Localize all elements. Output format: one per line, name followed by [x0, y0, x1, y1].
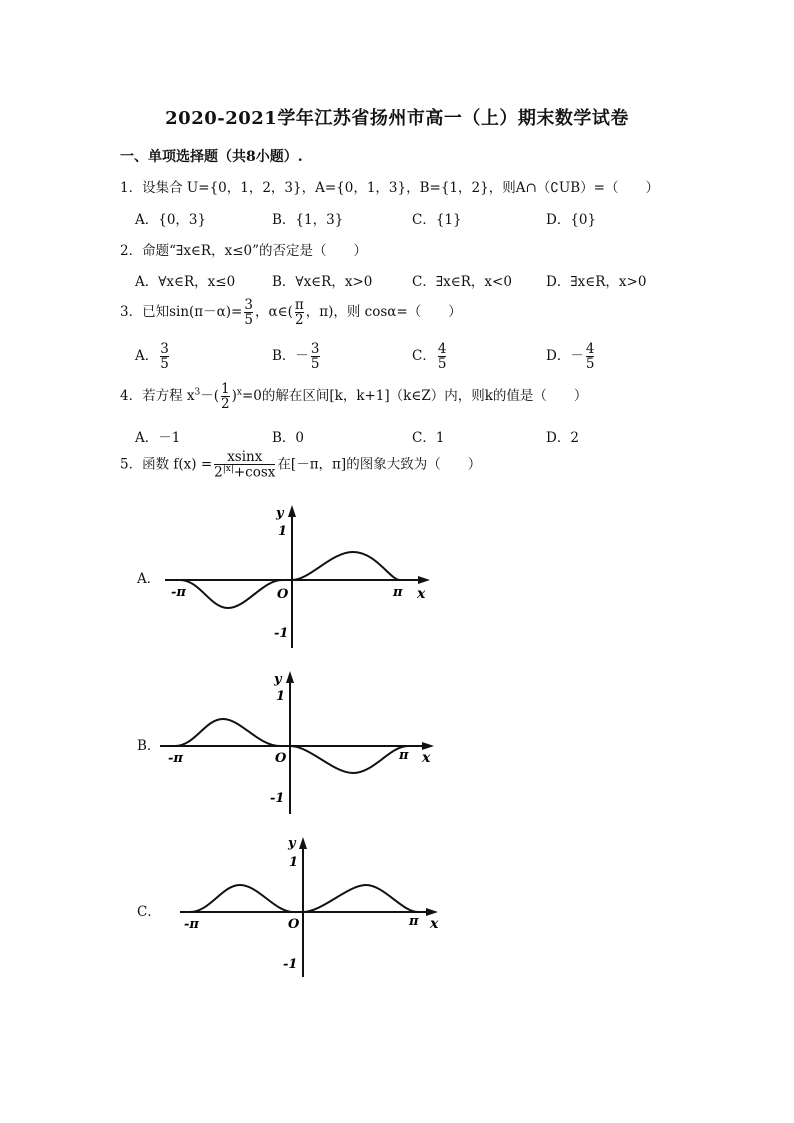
q3d-num: 4 [585, 341, 595, 357]
q5-frac-den [214, 464, 275, 480]
x-axis-arrow [422, 742, 434, 750]
x-axis-arrow [418, 576, 430, 584]
q3a-num: 3 [160, 341, 169, 357]
q3a-den: 5 [160, 356, 169, 373]
q3-option-c[interactable] [412, 342, 448, 371]
q5-den-rest: +cosx [233, 464, 276, 481]
question-3-options [135, 342, 695, 376]
question-4-options [135, 426, 695, 446]
q4-option-d[interactable]: D．2 [546, 430, 579, 446]
q4-option-c[interactable]: C．1 [412, 430, 445, 446]
q3c-fraction [438, 342, 447, 371]
origin-label: O [275, 751, 287, 766]
q5-stem-part-b: 在[－π，π]的图象大致为（ ） [277, 456, 482, 473]
x-tick-pi: π [409, 914, 419, 929]
q4-fraction [221, 382, 230, 411]
question-1-options [135, 208, 695, 228]
section-heading: 一、单项选择题（共8小题）. [120, 149, 303, 165]
q3d-fraction [586, 342, 595, 371]
q4-option-b[interactable]: B．0 [272, 430, 305, 446]
q3-stem-part-a: 3．已知sin(π－α)= [120, 304, 243, 321]
q1-option-d[interactable]: D．{0} [546, 212, 597, 228]
x-axis-label: x [430, 916, 439, 932]
x-axis-label: x [422, 750, 431, 766]
q3c-num: 4 [437, 341, 447, 357]
q5-den-base: 2 [214, 464, 223, 481]
q4-option-a[interactable]: A．－1 [135, 430, 181, 446]
q5-fraction [214, 450, 275, 480]
q1-option-a[interactable]: A．{0，3} [135, 212, 207, 228]
question-2-options [135, 270, 695, 290]
q4-stem-part-d: =0的解在区间[k，k+1]（k∈Z）内，则k的值是（ ） [241, 388, 588, 405]
q3-frac2-num: π [294, 297, 304, 313]
q3-frac1-den: 5 [244, 312, 253, 329]
y-tick-neg1: -1 [283, 957, 298, 972]
q5-den-exponent: |x| [222, 464, 234, 475]
q3-frac2-den: 2 [295, 312, 304, 329]
x-tick-neg-pi: -π [168, 751, 183, 766]
q5-frac-num: xsinx [227, 449, 263, 465]
q3-stem-part-c: ，π)，则 cosα=（ ） [305, 304, 462, 321]
q3a-prefix: A． [135, 348, 159, 365]
graph-b [150, 666, 450, 816]
x-tick-neg-pi: -π [171, 585, 186, 600]
q4-stem-part-b: －( [200, 388, 220, 405]
q2-option-a[interactable]: A．∀x∈R，x≤0 [135, 274, 236, 290]
q4-stem-part-a: 4．若方程 x [120, 388, 195, 405]
page-title: 2020-2021学年江苏省扬州市高一（上）期末数学试卷 [165, 108, 629, 129]
y-tick-1: 1 [276, 689, 286, 704]
x-tick-neg-pi: -π [184, 917, 199, 932]
y-axis-arrow [288, 505, 296, 517]
y-tick-1: 1 [289, 855, 299, 870]
q3b-num: 3 [310, 341, 320, 357]
graph-c [160, 832, 460, 982]
q3d-den: 5 [585, 356, 595, 373]
graph-b-label[interactable]: B． [137, 738, 161, 754]
y-axis-arrow [299, 837, 307, 849]
y-axis-arrow [286, 671, 294, 683]
y-axis-label: y [276, 506, 284, 521]
origin-label: O [288, 917, 300, 932]
q3-option-d[interactable] [546, 342, 596, 371]
q3-option-a[interactable] [135, 342, 171, 371]
question-4-stem [120, 382, 587, 411]
q1-option-b[interactable]: B．{1，3} [272, 212, 344, 228]
q2-option-b[interactable]: B．∀x∈R，x>0 [272, 274, 373, 290]
q2-option-d[interactable]: D．∃x∈R，x>0 [546, 274, 647, 290]
q2-option-c[interactable]: C．∃x∈R，x<0 [412, 274, 512, 290]
q3b-den: 5 [310, 356, 320, 373]
q3a-fraction [160, 342, 169, 371]
q4-frac-num: 1 [221, 381, 230, 397]
question-3-stem [120, 298, 462, 327]
q4-stem-part-c: ) [231, 388, 237, 405]
q4-exponent-1: 3 [194, 387, 201, 398]
q3d-prefix: D．－ [546, 348, 584, 365]
q5-stem-part-a: 5．函数 f(x) = [120, 456, 213, 473]
q3b-fraction [311, 342, 320, 371]
q3c-prefix: C． [412, 348, 436, 365]
origin-label: O [277, 587, 289, 602]
q3-fraction-2 [295, 298, 304, 327]
q3c-den: 5 [437, 356, 447, 373]
y-tick-neg1: -1 [274, 626, 289, 641]
q1-option-c[interactable]: C．{1} [412, 212, 462, 228]
x-axis-label: x [417, 586, 426, 602]
q3-stem-part-b: ，α∈( [254, 304, 293, 321]
x-tick-pi: π [393, 585, 403, 600]
q3-frac1-num: 3 [244, 297, 253, 313]
y-tick-neg1: -1 [270, 791, 285, 806]
q4-frac-den: 2 [221, 396, 230, 413]
y-axis-label: y [288, 836, 296, 851]
x-axis-arrow [426, 908, 438, 916]
question-5-stem [120, 450, 481, 480]
graph-a-label[interactable]: A． [137, 571, 161, 587]
q4-exponent-2: x [236, 387, 242, 398]
graph-a [150, 500, 450, 650]
question-1-stem: 1．设集合 U={0，1，2，3}，A={0，1，3}，B={1，2}，则A∩（∁UB）=（ ） [120, 180, 659, 196]
question-2-stem: 2．命题“∃x∈R，x≤0”的否定是（ ） [120, 243, 368, 259]
x-tick-pi: π [399, 748, 409, 763]
y-axis-label: y [274, 672, 282, 687]
q3-fraction-1 [244, 298, 253, 327]
graph-c-label[interactable]: C． [137, 904, 161, 920]
q3b-prefix: B．－ [272, 348, 309, 365]
q3-option-b[interactable] [272, 342, 322, 371]
y-tick-1: 1 [278, 524, 288, 539]
